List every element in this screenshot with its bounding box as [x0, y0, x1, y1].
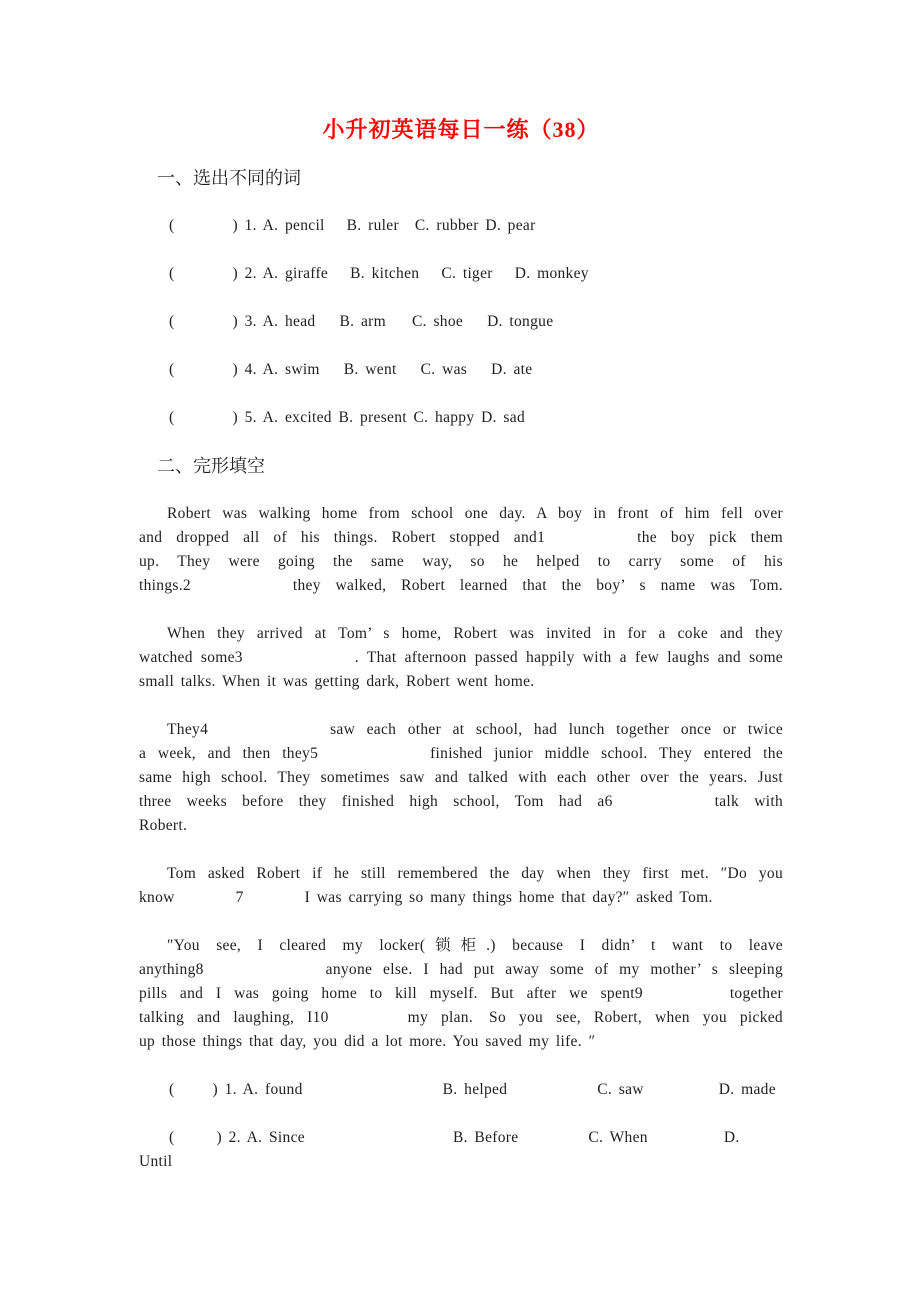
text-run: B. helped	[442, 1081, 508, 1098]
answer-space	[320, 373, 344, 374]
choice-item-3	[139, 310, 783, 334]
section-1-heading: 一、选出不同的词	[157, 168, 301, 188]
answer-space	[419, 277, 441, 278]
text-run: anything	[139, 961, 196, 978]
answer-space	[315, 325, 339, 326]
answer-space	[303, 1093, 443, 1094]
text-run: C. rubber D. pear	[414, 217, 536, 234]
cloze-blank-7: 7	[235, 889, 244, 906]
cloze-blank-9: 9	[634, 985, 643, 1002]
text-run: B. went	[343, 361, 397, 378]
text-run: talking and laughing, I	[139, 1009, 313, 1026]
text-run: Robert.	[139, 817, 188, 834]
text-run: . That afternoon passed happily with a few laughs and some	[354, 649, 783, 666]
text-run: C. When	[588, 1129, 648, 1146]
cloze-paragraph-1	[139, 502, 783, 598]
cloze-blank-10: 10	[312, 1009, 329, 1026]
text-run: (	[169, 361, 175, 378]
cloze-blank-5: 5	[310, 745, 319, 762]
text-line	[139, 718, 783, 742]
text-line	[139, 958, 783, 982]
text-run: (	[169, 265, 175, 282]
text-run: (	[169, 409, 175, 426]
answer-space	[518, 1141, 588, 1142]
text-run: up. They were going the same way, so he helped to carry some of his	[139, 553, 783, 570]
page-title: 小升初英语每日一练（38）	[322, 117, 600, 142]
text-line	[139, 1006, 783, 1030]
text-line	[139, 1150, 783, 1174]
answer-space	[174, 373, 232, 374]
text-line	[139, 982, 783, 1006]
text-run: (	[169, 217, 175, 234]
text-run: ) 5. A. excited B. present C. happy D. sad	[232, 409, 525, 426]
text-run: saw each other at school, had lunch together once or twice	[330, 721, 783, 738]
answer-space	[174, 229, 232, 230]
text-run: same high school. They sometimes saw and talked with each other over the years. Just	[139, 769, 783, 786]
worksheet-document	[139, 112, 783, 1198]
text-run: D. monkey	[514, 265, 589, 282]
answer-space	[467, 373, 491, 374]
text-run: Until	[139, 1153, 173, 1170]
text-run: They	[167, 721, 201, 738]
text-run: C. saw	[597, 1081, 644, 1098]
text-run: ) 4. A. swim	[232, 361, 320, 378]
text-line	[169, 262, 783, 286]
text-run: B. ruler	[346, 217, 399, 234]
text-line	[139, 1030, 783, 1054]
text-line	[169, 1078, 783, 1102]
text-run: B. Before	[452, 1129, 519, 1146]
answer-space	[305, 1141, 453, 1142]
text-run: ) 2. A. giraffe	[232, 265, 329, 282]
answer-space	[174, 325, 232, 326]
answer-space	[174, 1141, 216, 1142]
section-2-heading: 二、完形填空	[157, 456, 265, 476]
text-run: C. was	[420, 361, 468, 378]
text-run: C. shoe	[411, 313, 464, 330]
text-run: D.	[723, 1129, 740, 1146]
text-line	[139, 862, 783, 886]
choice-item-4	[139, 358, 783, 382]
text-run: the boy pick them	[637, 529, 783, 546]
text-run: up those things that day, you did a lot more. You saved my life. ″	[139, 1033, 596, 1050]
text-run: (	[169, 1081, 175, 1098]
text-run: talk with	[714, 793, 783, 810]
choice-item-2	[139, 262, 783, 286]
text-run: ″You see, I cleared my locker(锁柜.) because I didn’ t want to leave	[167, 937, 783, 954]
text-line	[169, 358, 783, 382]
text-run: (	[169, 1129, 175, 1146]
text-run: finished junior middle school. They entered the	[430, 745, 783, 762]
cloze-question-2	[139, 1126, 783, 1174]
text-line	[139, 646, 783, 670]
text-run: B. kitchen	[350, 265, 420, 282]
cloze-blank-3: 3	[234, 649, 243, 666]
text-line	[139, 526, 783, 550]
text-line	[139, 766, 783, 790]
text-run: B. arm	[339, 313, 386, 330]
text-run: they walked, Robert learned that the boy’ s name was Tom.	[292, 577, 783, 594]
answer-space	[507, 1093, 597, 1094]
answer-space	[463, 325, 487, 326]
text-run: ) 1. A. found	[212, 1081, 303, 1098]
text-line	[139, 622, 783, 646]
cloze-blank-1: 1	[537, 529, 546, 546]
text-run: Tom asked Robert if he still remembered the day when they first met. ″Do you	[167, 865, 783, 882]
text-line	[139, 934, 783, 958]
answer-space	[644, 1093, 719, 1094]
text-line	[139, 502, 783, 526]
text-run: D. made	[718, 1081, 776, 1098]
text-run: anyone else. I had put away some of my mother’ s sleeping	[325, 961, 783, 978]
text-line	[139, 814, 783, 838]
text-line	[169, 214, 783, 238]
text-line	[139, 574, 783, 598]
text-run: and dropped all of his things. Robert stopped and	[139, 529, 538, 546]
answer-space	[397, 373, 421, 374]
cloze-question-1	[139, 1078, 783, 1102]
answer-space	[473, 1021, 489, 1022]
choice-item-5	[139, 406, 783, 430]
answer-space	[386, 325, 412, 326]
answer-space	[493, 277, 515, 278]
text-run: D. tongue	[487, 313, 554, 330]
text-run: things.	[139, 577, 183, 594]
answer-space	[174, 277, 232, 278]
answer-space	[648, 1141, 724, 1142]
text-run: my plan.	[407, 1009, 474, 1026]
text-line	[139, 670, 783, 694]
text-line	[139, 742, 783, 766]
cloze-paragraph-3	[139, 718, 783, 838]
text-run: (	[169, 313, 175, 330]
cloze-blank-8: 8	[195, 961, 204, 978]
text-run: D. ate	[491, 361, 533, 378]
answer-space	[174, 1093, 212, 1094]
cloze-paragraph-2	[139, 622, 783, 694]
text-run: ) 2. A. Since	[216, 1129, 305, 1146]
text-line	[139, 886, 783, 910]
text-run: together	[729, 985, 783, 1002]
text-run: ) 3. A. head	[232, 313, 316, 330]
cloze-blank-6: 6	[604, 793, 613, 810]
answer-space	[328, 277, 350, 278]
text-line	[169, 406, 783, 430]
text-run: I was carrying so many things home that day?″ asked Tom.	[304, 889, 713, 906]
cloze-paragraph-4	[139, 862, 783, 910]
choice-item-1	[139, 214, 783, 238]
text-line	[139, 790, 783, 814]
answer-space	[399, 229, 415, 230]
text-line	[169, 1126, 783, 1150]
text-run: watched some	[139, 649, 235, 666]
answer-space	[325, 229, 347, 230]
text-line	[139, 550, 783, 574]
text-run: C. tiger	[441, 265, 493, 282]
text-line	[169, 310, 783, 334]
text-run: So you see, Robert, when you picked	[489, 1009, 783, 1026]
cloze-blank-2: 2	[182, 577, 191, 594]
document-body	[139, 166, 783, 1174]
text-run: know	[139, 889, 175, 906]
text-run: Robert was walking home from school one day. A boy in front of him fell over	[167, 505, 783, 522]
text-run: three weeks before they finished high school, Tom had a	[139, 793, 605, 810]
cloze-blank-4: 4	[200, 721, 209, 738]
text-run: a week, and then they	[139, 745, 311, 762]
text-run: ) 1. A. pencil	[232, 217, 325, 234]
cloze-paragraph-5	[139, 934, 783, 1054]
text-run: small talks. When it was getting dark, Robert went home.	[139, 673, 535, 690]
text-run: pills and I was going home to kill myself. But after we spent	[139, 985, 635, 1002]
answer-space	[174, 421, 232, 422]
text-run: When they arrived at Tom’ s home, Robert was invited in for a coke and they	[167, 625, 783, 642]
